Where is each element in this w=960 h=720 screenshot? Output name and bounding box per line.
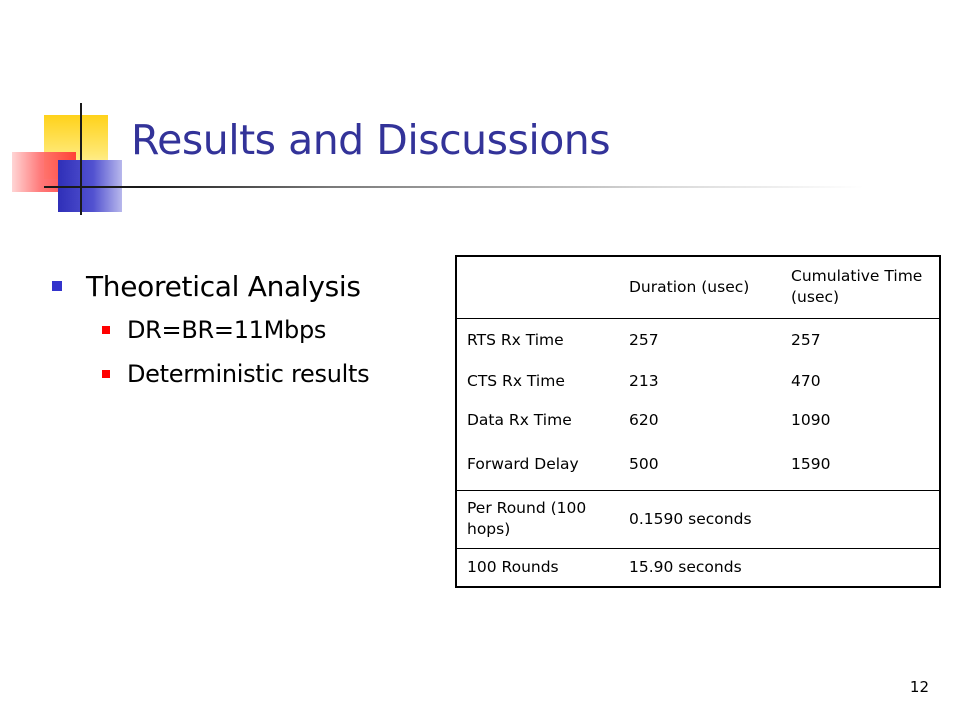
table-summary-row (456, 548, 940, 587)
logo-vertical-line (80, 103, 82, 215)
slide-title: Results and Discussions (131, 116, 611, 164)
bullet-sub-text: DR=BR=11Mbps (127, 316, 327, 344)
table-cell: Data Rx Time (467, 410, 572, 429)
table-header-cell (456, 256, 619, 318)
table-row (456, 362, 940, 400)
table-cell: Per Round (100 hops) (456, 490, 619, 548)
bullet-square-red (102, 326, 110, 334)
table-cell: 257 (629, 330, 659, 349)
bullet-list (52, 264, 369, 396)
table-row (456, 440, 940, 490)
table-row (456, 400, 940, 440)
table-cell: RTS Rx Time (467, 330, 564, 349)
bullet-square-blue (52, 281, 62, 291)
table-cell: CTS Rx Time (467, 371, 565, 390)
table-cell: 470 (791, 371, 821, 390)
bullet-sub-text: Deterministic results (127, 360, 370, 388)
table-cell: 620 (629, 410, 659, 429)
bullet-square-red (102, 370, 110, 378)
table-cell: 15.90 seconds (629, 557, 742, 576)
bullet-main (52, 264, 369, 308)
table-cell: 257 (791, 330, 821, 349)
table-header-row (456, 256, 940, 318)
table-cell: 1590 (781, 440, 940, 490)
bullet-sub (102, 308, 369, 352)
table-cell: 0.1590 seconds (619, 490, 940, 548)
table-cell: 500 (619, 440, 781, 490)
bullet-sub (102, 352, 369, 396)
table-header-cell: Cumulative Time (usec) (781, 256, 940, 318)
results-table (455, 255, 941, 588)
table-row (456, 318, 940, 362)
table-cell: 1090 (791, 410, 831, 429)
table-summary-row (456, 490, 940, 548)
table-cell: 100 Rounds (467, 557, 559, 576)
page-number: 12 (909, 678, 929, 696)
bullet-main-text: Theoretical Analysis (86, 269, 361, 303)
table-cell: Forward Delay (456, 440, 619, 490)
table-cell: 213 (629, 371, 659, 390)
title-underline (44, 186, 864, 188)
table-header-cell: Duration (usec) (619, 256, 781, 318)
